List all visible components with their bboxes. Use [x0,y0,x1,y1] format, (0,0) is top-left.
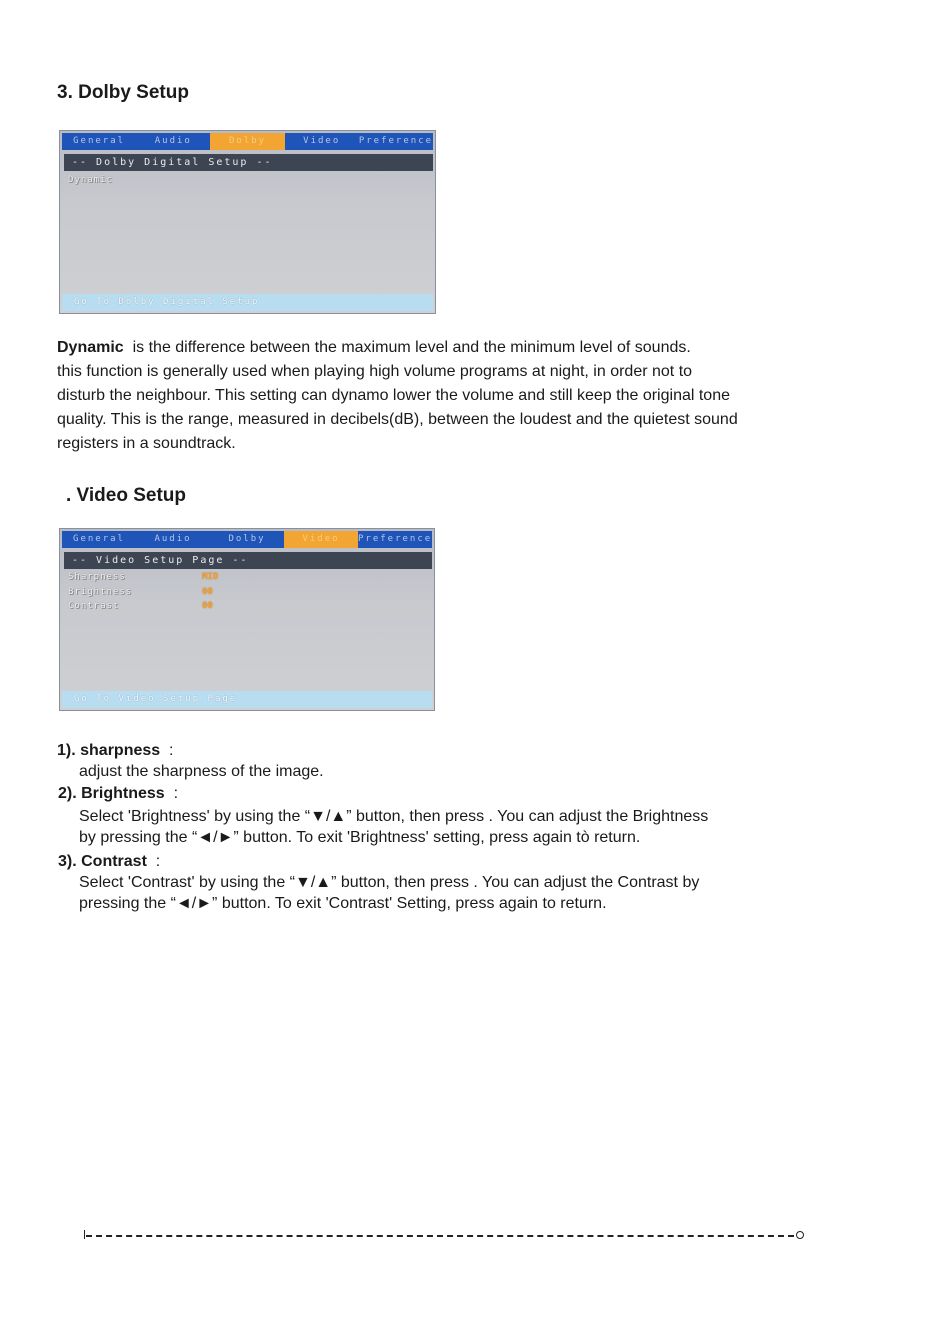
osd-item-dynamic: Dynamic [68,175,113,185]
osd-tab-general: General [73,534,125,544]
osd-page-title: -- Video Setup Page -- [64,552,432,569]
brightness-heading: 2). Brightness : [58,785,179,802]
contrast-heading: 3). Contrast : [58,853,161,870]
osd-item-brightness-value: 00 [202,587,213,597]
dolby-setup-osd-screenshot [59,130,436,314]
video-setup-osd-screenshot [59,528,435,711]
osd-item-brightness-label: Brightness [68,587,133,597]
osd-tab-dolby: Dolby [228,534,266,544]
osd-tab-general: General [73,136,126,146]
osd-item-sharpness-value: MID [202,572,219,582]
osd-tab-video: Video [284,531,358,548]
sharpness-heading: 1). sharpness : [57,742,174,759]
osd-tab-video: Video [303,136,341,146]
brightness-description-line-1: Select 'Brightness' by using the “▼/▲” button, then press . You can adjust the Brightness [79,808,709,825]
osd-page-title: -- Dolby Digital Setup -- [64,154,433,171]
osd-tab-audio: Audio [154,534,192,544]
video-setup-heading: . Video Setup [66,485,187,506]
osd-tab-preference: Preference [358,534,432,544]
sharpness-description: adjust the sharpness of the image. [79,763,324,780]
brightness-description-line-2: by pressing the “◄/►” button. To exit 'Brightness' setting, press again tò return. [79,829,641,846]
footer-dashed-rule [86,1235,794,1237]
osd-item-contrast-value: 00 [202,601,213,611]
osd-tab-bar [62,133,433,150]
dynamic-description-line-3: disturb the neighbour. This setting can dynamo lower the volume and still keep the original tone [57,387,730,404]
dynamic-description-line-5: registers in a soundtrack. [57,435,236,452]
dolby-setup-heading: 3. Dolby Setup [57,82,189,103]
dynamic-description-line-4: quality. This is the range, measured in decibels(dB), between the loudest and the quietest sound [57,411,738,428]
footer-rule-start-tick [84,1230,85,1239]
footer-rule-end-circle [796,1231,804,1239]
contrast-description-line-2: pressing the “◄/►” button. To exit 'Contrast' Setting, press again to return. [79,895,607,912]
osd-tab-dolby: Dolby [210,133,284,150]
osd-tab-preference: Preference [358,136,433,146]
dynamic-description-line-1: Dynamic is the difference between the maximum level and the minimum level of sounds. [57,339,691,356]
osd-status-bar: Go To Video Setup Page [62,691,432,708]
dynamic-term: Dynamic [57,339,124,356]
osd-item-contrast-label: Contrast [68,601,120,611]
osd-item-sharpness-label: Sharpness [68,572,126,582]
contrast-description-line-1: Select 'Contrast' by using the “▼/▲” button, then press . You can adjust the Contrast by [79,874,700,891]
osd-tab-bar [62,531,432,548]
osd-tab-audio: Audio [154,136,192,146]
dynamic-description-line-2: this function is generally used when playing high volume programs at night, in order not to [57,363,693,380]
osd-status-bar: Go To Dolby Digital Setup [62,294,433,311]
